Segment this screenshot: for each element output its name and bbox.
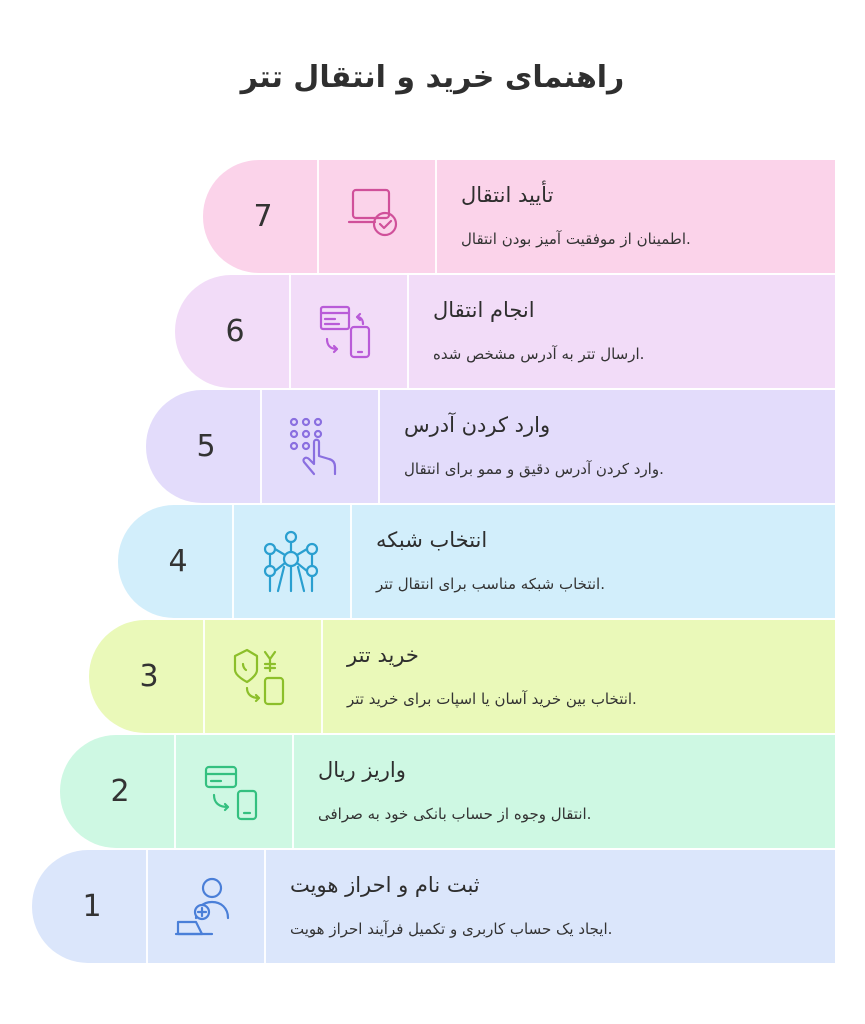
step-divider xyxy=(289,275,291,388)
transfer-devices-icon xyxy=(313,297,383,367)
step-heading: انجام انتقال xyxy=(433,298,535,322)
step-number-area xyxy=(32,850,142,963)
step-4 xyxy=(118,505,835,618)
step-5 xyxy=(146,390,835,503)
currency-exchange-icon xyxy=(227,642,297,712)
keypad-hand-icon xyxy=(284,412,354,482)
step-2 xyxy=(60,735,835,848)
step-divider xyxy=(232,505,234,618)
step-divider xyxy=(321,620,323,733)
step-description: .انتقال وجوه از حساب بانکی خود به صرافی xyxy=(318,805,592,823)
step-divider xyxy=(378,390,380,503)
step-number-area xyxy=(118,505,228,618)
step-divider xyxy=(146,850,148,963)
step-number-area xyxy=(89,620,199,733)
page-title: راهنمای خرید و انتقال تتر xyxy=(240,60,625,95)
step-1 xyxy=(32,850,835,963)
step-heading: وارد کردن آدرس xyxy=(404,413,551,437)
step-description: .وارد کردن آدرس دقیق و ممو برای انتقال xyxy=(404,460,664,478)
step-divider xyxy=(350,505,352,618)
step-divider xyxy=(174,735,176,848)
step-description: .ارسال تتر به آدرس مشخص شده xyxy=(433,345,645,363)
step-number-area xyxy=(60,735,170,848)
step-number-area xyxy=(146,390,256,503)
step-divider xyxy=(407,275,409,388)
step-divider xyxy=(264,850,266,963)
laptop-check-icon xyxy=(341,182,411,252)
step-divider xyxy=(317,160,319,273)
step-number: 5 xyxy=(196,429,216,464)
step-description: .ایجاد یک حساب کاربری و تکمیل فرآیند احراز هویت xyxy=(290,920,613,938)
step-divider xyxy=(203,620,205,733)
step-number-area xyxy=(175,275,285,388)
step-number-area xyxy=(203,160,313,273)
step-number: 4 xyxy=(168,544,188,579)
step-6 xyxy=(175,275,835,388)
step-heading: خرید تتر xyxy=(347,643,419,667)
step-number: 7 xyxy=(253,199,273,234)
step-heading: انتخاب شبکه xyxy=(376,528,488,552)
step-number: 6 xyxy=(225,314,245,349)
network-icon xyxy=(256,527,326,597)
step-3 xyxy=(89,620,835,733)
step-number: 1 xyxy=(82,889,102,924)
step-number: 2 xyxy=(110,774,130,809)
step-heading: ثبت نام و احراز هویت xyxy=(290,873,480,897)
step-heading: تأیید انتقال xyxy=(461,183,554,207)
step-divider xyxy=(435,160,437,273)
step-description: .انتخاب شبکه مناسب برای انتقال تتر xyxy=(376,575,605,593)
card-to-phone-icon xyxy=(198,757,268,827)
step-description: .اطمینان از موفقیت آمیز بودن انتقال xyxy=(461,230,691,248)
step-description: .انتخاب بین خرید آسان یا اسپات برای خرید تتر xyxy=(347,690,637,708)
step-7 xyxy=(203,160,835,273)
step-number: 3 xyxy=(139,659,159,694)
step-heading: واریز ریال xyxy=(318,758,406,782)
step-divider xyxy=(260,390,262,503)
step-divider xyxy=(292,735,294,848)
user-add-icon xyxy=(170,872,240,942)
